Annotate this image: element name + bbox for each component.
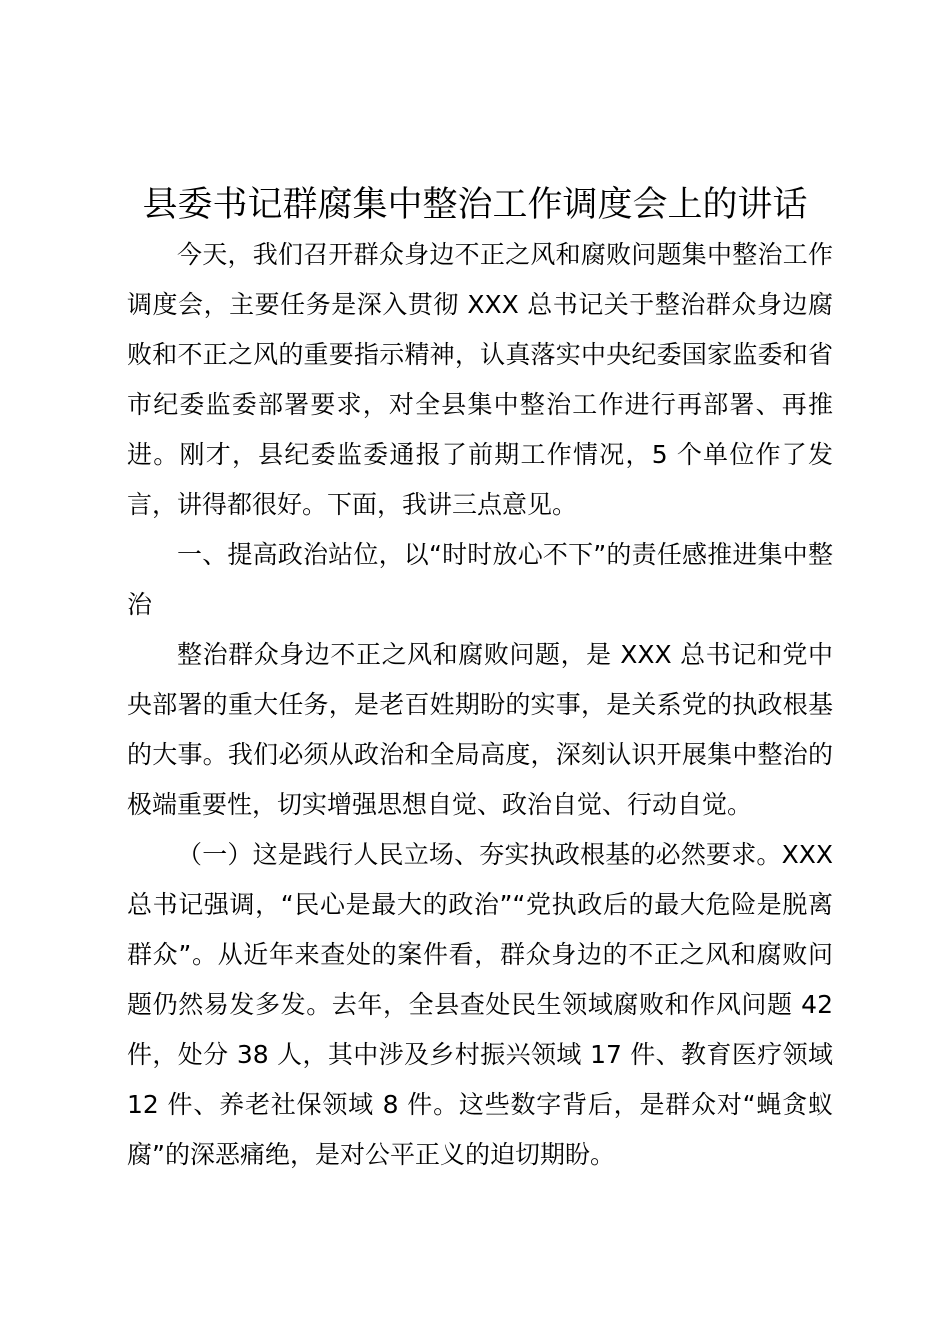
document-title: 县委书记群腐集中整治工作调度会上的讲话 (142, 185, 808, 225)
paragraph-opening: 今天，我们召开群众身边不正之风和腐败问题集中整治工作调度会，主要任务是深入贯彻 XXX 总书记关于整治群众身边腐败和不正之风的重要指示精神，认真落实中央纪委国家监委和省市纪委监委部署要求，对全县集中整治工作进行再部署、再推进。刚才，县纪委监委通报了前期工作情况，5 个单位作了发言，讲得都很好。下面，我讲三点意见。 (127, 240, 833, 519)
paragraph-subsection-1: （一）这是践行人民立场、夯实执政根基的必然要求。XXX 总书记强调，“民心是最大的政治”“党执政后的最大危险是脱离群众”。从近年来查处的案件看，群众身边的不正之风和腐败问题仍然易发多发。去年，全县查处民生领域腐败和作风问题 42 件，处分 38 人，其中涉及乡村振兴领域 17 件、教育医疗领域 12 件、养老社保领域 8 件。这些数字背后，是群众对“蝇贪蚁腐”的深恶痛绝，是对公平正义的迫切期盼。 (127, 840, 833, 1169)
section-heading-1: 一、提高政治站位，以“时时放心不下”的责任感推进集中整治 (127, 540, 833, 619)
paragraph-section-1-intro: 整治群众身边不正之风和腐败问题，是 XXX 总书记和党中央部署的重大任务，是老百姓期盼的实事，是关系党的执政根基的大事。我们必须从政治和全局高度，深刻认识开展集中整治的极端重要性，切实增强思想自觉、政治自觉、行动自觉。 (127, 640, 833, 819)
